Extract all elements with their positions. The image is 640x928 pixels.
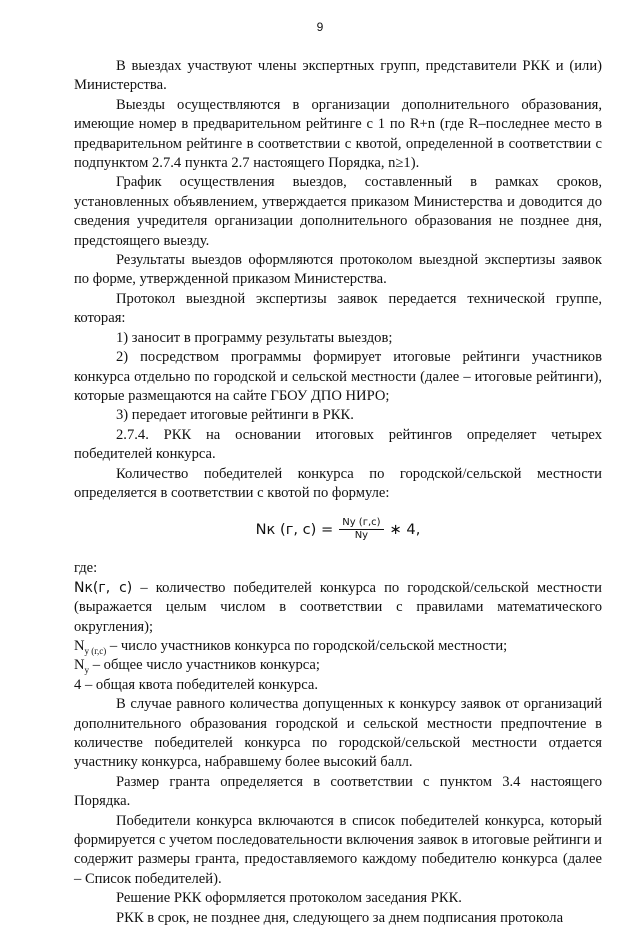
paragraph: В выездах участвуют члены экспертных групп, представители РКК и (или) Министерства.	[74, 58, 602, 94]
paragraph: Количество победителей конкурса по городской/сельской местности определяется в соответствии с квотой по формуле:	[74, 465, 602, 501]
paragraph: Победители конкурса включаются в список победителей конкурса, который формируется с учетом последовательности включения заявок в итоговые рейтинги и содержит размеры гранта, предоставляемого каждому победителю конкурса (далее – Список победителей).	[74, 812, 602, 887]
paragraph: Результаты выездов оформляются протоколом выездной экспертизы заявок по форме, утвержденной приказом Министерства.	[74, 252, 602, 288]
where-label: где:	[74, 560, 98, 577]
definition-item	[74, 656, 602, 675]
document-body	[74, 57, 602, 928]
formula-numerator: Nу (г,с)	[339, 517, 383, 530]
definition-subscript: у	[84, 665, 90, 676]
formula-rhs: ∗ 4,	[389, 520, 421, 538]
paragraph: В случае равного количества допущенных к конкурсу заявок от организаций дополнительного образования городской и сельской местности предпочтение в количестве победителей конкурса по городской/сельской местности отдается участнику конкурса, набравшему более высокий балл.	[74, 696, 602, 771]
paragraph: График осуществления выездов, составленный в рамках сроков, установленных объявлением, утверждается приказом Министерства и доводится до сведения учредителя организации дополнительного образования не позднее дня, предстоящего выезду.	[74, 174, 602, 249]
formula-lhs: Nк (г, с) =	[255, 520, 334, 538]
formula-denominator: Nу	[354, 529, 369, 541]
definition-symbol: N	[74, 657, 85, 674]
definition-item: 4 – общая квота победителей конкурса.	[74, 676, 319, 693]
definition-subscript: у (г,с)	[84, 645, 107, 656]
definition-symbol: Nк(г, с)	[74, 579, 133, 596]
list-item: 1) заносит в программу результаты выездов;	[116, 329, 393, 346]
page-number: 9	[316, 20, 324, 34]
list-item: 3) передает итоговые рейтинги в РКК.	[116, 407, 354, 424]
definition-item	[74, 579, 602, 637]
paragraph: РКК в срок, не позднее дня, следующего за днем подписания протокола	[116, 909, 564, 926]
quota-formula	[74, 503, 602, 555]
paragraph: Выезды осуществляются в организации дополнительного образования, имеющие номер в предварительном рейтинге с 1 по R+n (где R–последнее место в предварительном рейтинге в соответствии с квотой, определенной в соответствии с подпунктом 2.7.4 пункта 2.7 настоящего Порядка, n≥1).	[74, 96, 602, 172]
definition-symbol: N	[74, 637, 85, 654]
definition-text: – общее число участников конкурса;	[89, 657, 320, 674]
paragraph: Размер гранта определяется в соответствии с пунктом 3.4 настоящего Порядка.	[74, 773, 602, 810]
section-paragraph: 2.7.4. РКК на основании итоговых рейтингов определяет четырех победителей конкурса.	[74, 426, 602, 463]
list-item: 2) посредством программы формирует итоговые рейтинги участников конкурса отдельно по городской и сельской местности (далее – итоговые рейтинги), которые размещаются на сайте ГБОУ ДПО НИРО;	[74, 349, 602, 404]
definition-text: – число участников конкурса по городской/сельской местности;	[106, 637, 508, 654]
paragraph: Решение РКК оформляется протоколом заседания РКК.	[116, 890, 462, 907]
formula-fraction	[339, 517, 383, 542]
paragraph: Протокол выездной экспертизы заявок передается технической группе, которая:	[74, 290, 602, 327]
definition-item	[74, 637, 602, 656]
definition-text: – количество победителей конкурса по городской/сельской местности (выражается целым числом в соответствии с правилами математического округления);	[74, 579, 602, 635]
